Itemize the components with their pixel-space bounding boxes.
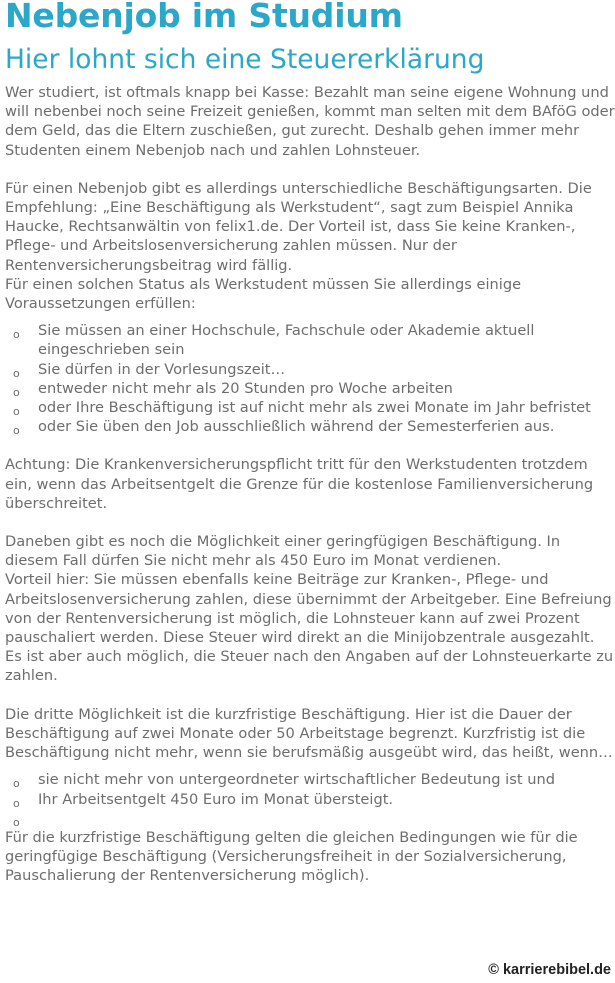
list-item: o Ihr Arbeitsentgelt 450 Euro im Monat übersteigt. — [5, 790, 615, 809]
list-item: o oder Sie üben den Job ausschließlich während der Semesterferien aus. — [5, 417, 615, 436]
list-item: o Sie müssen an einer Hochschule, Fachschule oder Akademie aktuell eingeschrieben sein — [13, 322, 535, 359]
paragraph-minijob: Daneben gibt es noch die Möglichkeit einer geringfügigen Beschäftigung. In diesem Fall dürfen Sie nicht mehr als 450 Euro im Monat verdienen. — [5, 533, 561, 570]
bullet-icon: o — [13, 385, 20, 399]
bullet-icon: o — [13, 366, 20, 380]
list-item: o Sie dürfen in der Vorlesungszeit… — [5, 360, 615, 379]
bullet-icon: o — [13, 777, 20, 791]
list-item: o oder Ihre Beschäftigung ist auf nicht mehr als zwei Monate im Jahr befristet — [5, 398, 615, 417]
page-subtitle: Hier lohnt sich eine Steuererklärung — [5, 44, 485, 75]
paragraph-minijob-advantage: Vorteil hier: Sie müssen ebenfalls keine Beiträge zur Kranken-, Pflege- und Arbeitslosenversicherung zahlen, diese übernimmt der Arbeitgeber. Eine Befreiung von der Rentenversicherung ist möglich, die Lohnsteuer kann auf zwei Prozent pauschaliert werden. Diese Steuer wird direkt an die Minijobzentrale ausgezahlt. Es ist aber auch möglich, die Steuer nach den Angaben auf der Lohnsteuerkarte zu zahlen. — [5, 571, 614, 685]
paragraph-requirements: Für einen solchen Status als Werkstudent müssen Sie allerdings einige Voraussetzungen erfüllen: — [5, 275, 522, 313]
paragraph-closing: Für die kurzfristige Beschäftigung gelten die gleichen Bedingungen wie für die geringfügige Beschäftigung (Versicherungsfreiheit in der Sozialversicherung, Pauschalierung der Rentenversicherung möglich). — [5, 828, 578, 885]
paragraph-achtung: Achtung: Die Krankenversicherungspflicht tritt für den Werkstudenten trotzdem ein, wenn das Arbeitsentgelt die Grenze für die kostenlose Familienversicherung überschreitet. — [5, 456, 594, 512]
copyright-link[interactable]: © karrierebibel.de — [488, 962, 611, 978]
list-item: o sie nicht mehr von untergeordneter wirtschaftlicher Bedeutung ist und — [5, 770, 615, 789]
bullet-icon: o — [13, 796, 20, 810]
conditions-list — [5, 770, 615, 827]
bullet-icon: o — [13, 815, 20, 829]
bullet-icon: o — [13, 405, 20, 419]
requirements-list — [5, 321, 615, 436]
bullet-icon: o — [13, 328, 20, 342]
paragraph-employment-types: Für einen Nebenjob gibt es allerdings unterschiedliche Beschäftigungsarten. Die Empfehlung: „Eine Beschäftigung als Werkstudent“, sagt zum Beispiel Annika Haucke, Rechtsanwältin von felix1.de. Der Vorteil ist, dass Sie keine Kranken-, Pflege- und Arbeitslosenversicherung zahlen müssen. Nur der Rentenversicherungsbeitrag wird fällig. — [5, 179, 592, 274]
bullet-icon: o — [13, 424, 20, 438]
article-body — [5, 83, 615, 885]
page-title: Nebenjob im Studium — [5, 0, 403, 35]
paragraph-intro: Wer studiert, ist oftmals knapp bei Kasse: Bezahlt man seine eigene Wohnung und will nebenbei noch seine Freizeit genießen, kommt man selten mit dem BAföG oder dem Geld, das die Eltern zuschießen, gut zurecht. Deshalb gehen immer mehr Studenten einem Nebenjob nach und zahlen Lohnsteuer. — [5, 84, 615, 159]
list-item: o entweder nicht mehr als 20 Stunden pro Woche arbeiten — [5, 379, 615, 398]
paragraph-short-term: Die dritte Möglichkeit ist die kurzfristige Beschäftigung. Hier ist die Dauer der Beschäftigung auf zwei Monate oder 50 Arbeitstage begrenzt. Kurzfristig ist die Beschäftigung nicht mehr, wenn sie berufsmäßig ausgeübt wird, das heißt, wenn… — [5, 705, 613, 762]
list-item-empty — [5, 809, 615, 828]
